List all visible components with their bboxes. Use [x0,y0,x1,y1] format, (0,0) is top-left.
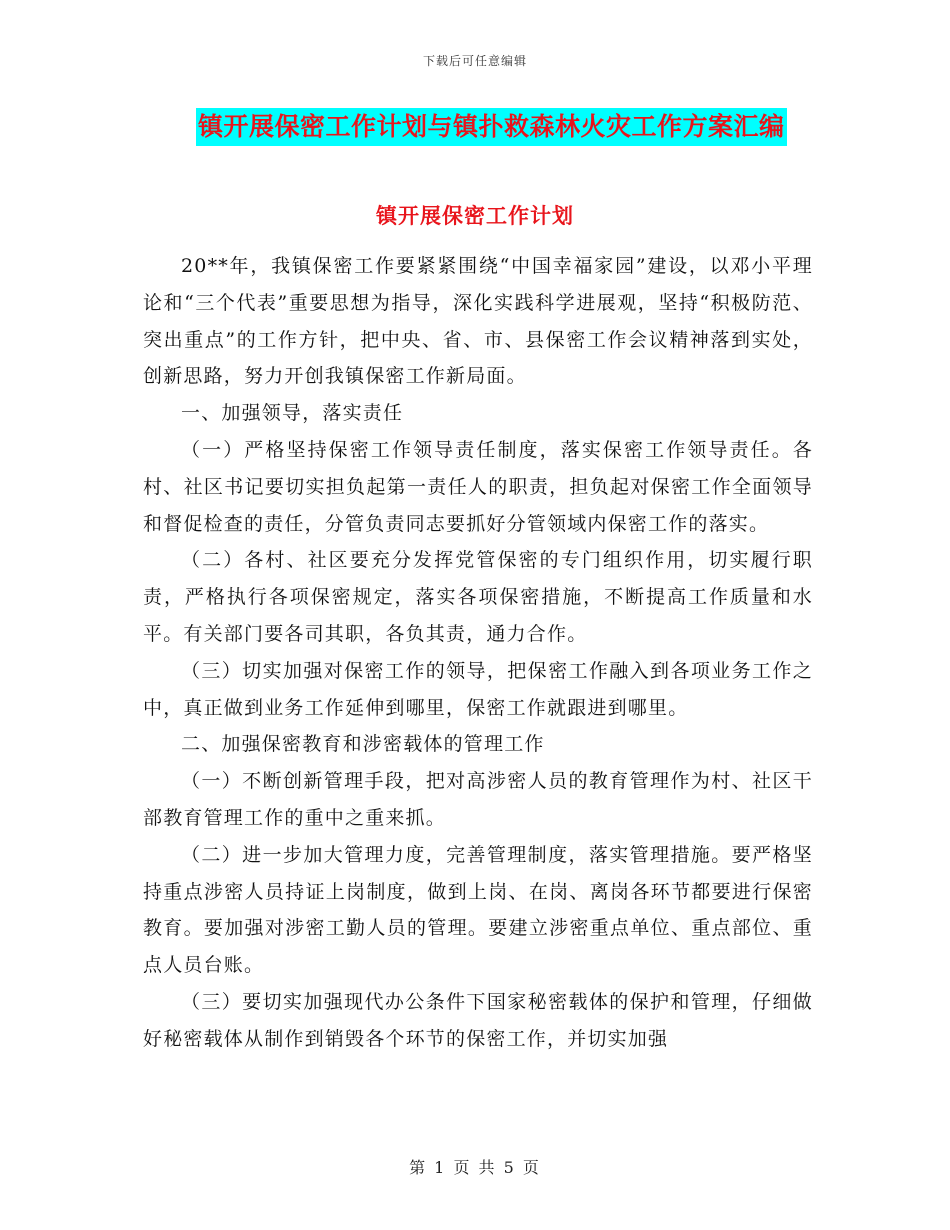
heading-2: 二、加强保密教育和涉密载体的管理工作 [181,733,545,756]
paragraph: （三）切实加强对保密工作的领导，把保密工作融入到各项业务工作之中，真正做到业务工作延伸到哪里，保密工作就跟进到哪里。 [143,659,813,719]
paragraph: （三）要切实加强现代办公条件下国家秘密载体的保护和管理，仔细做好秘密载体从制作到销毁各个环节的保密工作，并切实加强 [143,990,813,1050]
section-title: 镇开展保密工作计划 [376,204,574,228]
document-title: 镇开展保密工作计划与镇扑救森林火灾工作方案汇编 [198,112,785,141]
page-number-footer: 第 1 页 共 5 页 [409,1158,541,1177]
document-body [143,248,813,1058]
paragraph: （二）各村、社区要充分发挥党管保密的专门组织作用，切实履行职责，严格执行各项保密规定，落实各项保密措施，不断提高工作质量和水平。有关部门要各司其职，各负其责，通力合作。 [143,549,813,645]
paragraph-intro: 20**年，我镇保密工作要紧紧围绕“中国幸福家园”建设，以邓小平理论和“三个代表”重要思想为指导，深化实践科学进展观，坚持“积极防范、突出重点”的工作方针，把中央、省、市、县保密工作会议精神落到实处，创新思路，努力开创我镇保密工作新局面。 [143,255,813,388]
paragraph: （一）不断创新管理手段，把对高涉密人员的教育管理作为村、社区干部教育管理工作的重中之重来抓。 [143,770,813,829]
header-note: 下载后可任意编辑 [422,54,527,68]
paragraph: （一）严格坚持保密工作领导责任制度，落实保密工作领导责任。各村、社区书记要切实担负起第一责任人的职责，担负起对保密工作全面领导和督促检查的责任，分管负责同志要抓好分管领域内保密工作的落实。 [143,438,813,535]
paragraph: （二）进一步加大管理力度，完善管理制度，落实管理措施。要严格坚持重点涉密人员持证上岗制度，做到上岗、在岗、离岗各环节都要进行保密教育。要加强对涉密工勤人员的管理。要建立涉密重点单位、重点部位、重点人员台账。 [143,843,813,977]
main-title-highlight [196,108,787,146]
heading-1: 一、加强领导，落实责任 [181,402,404,425]
